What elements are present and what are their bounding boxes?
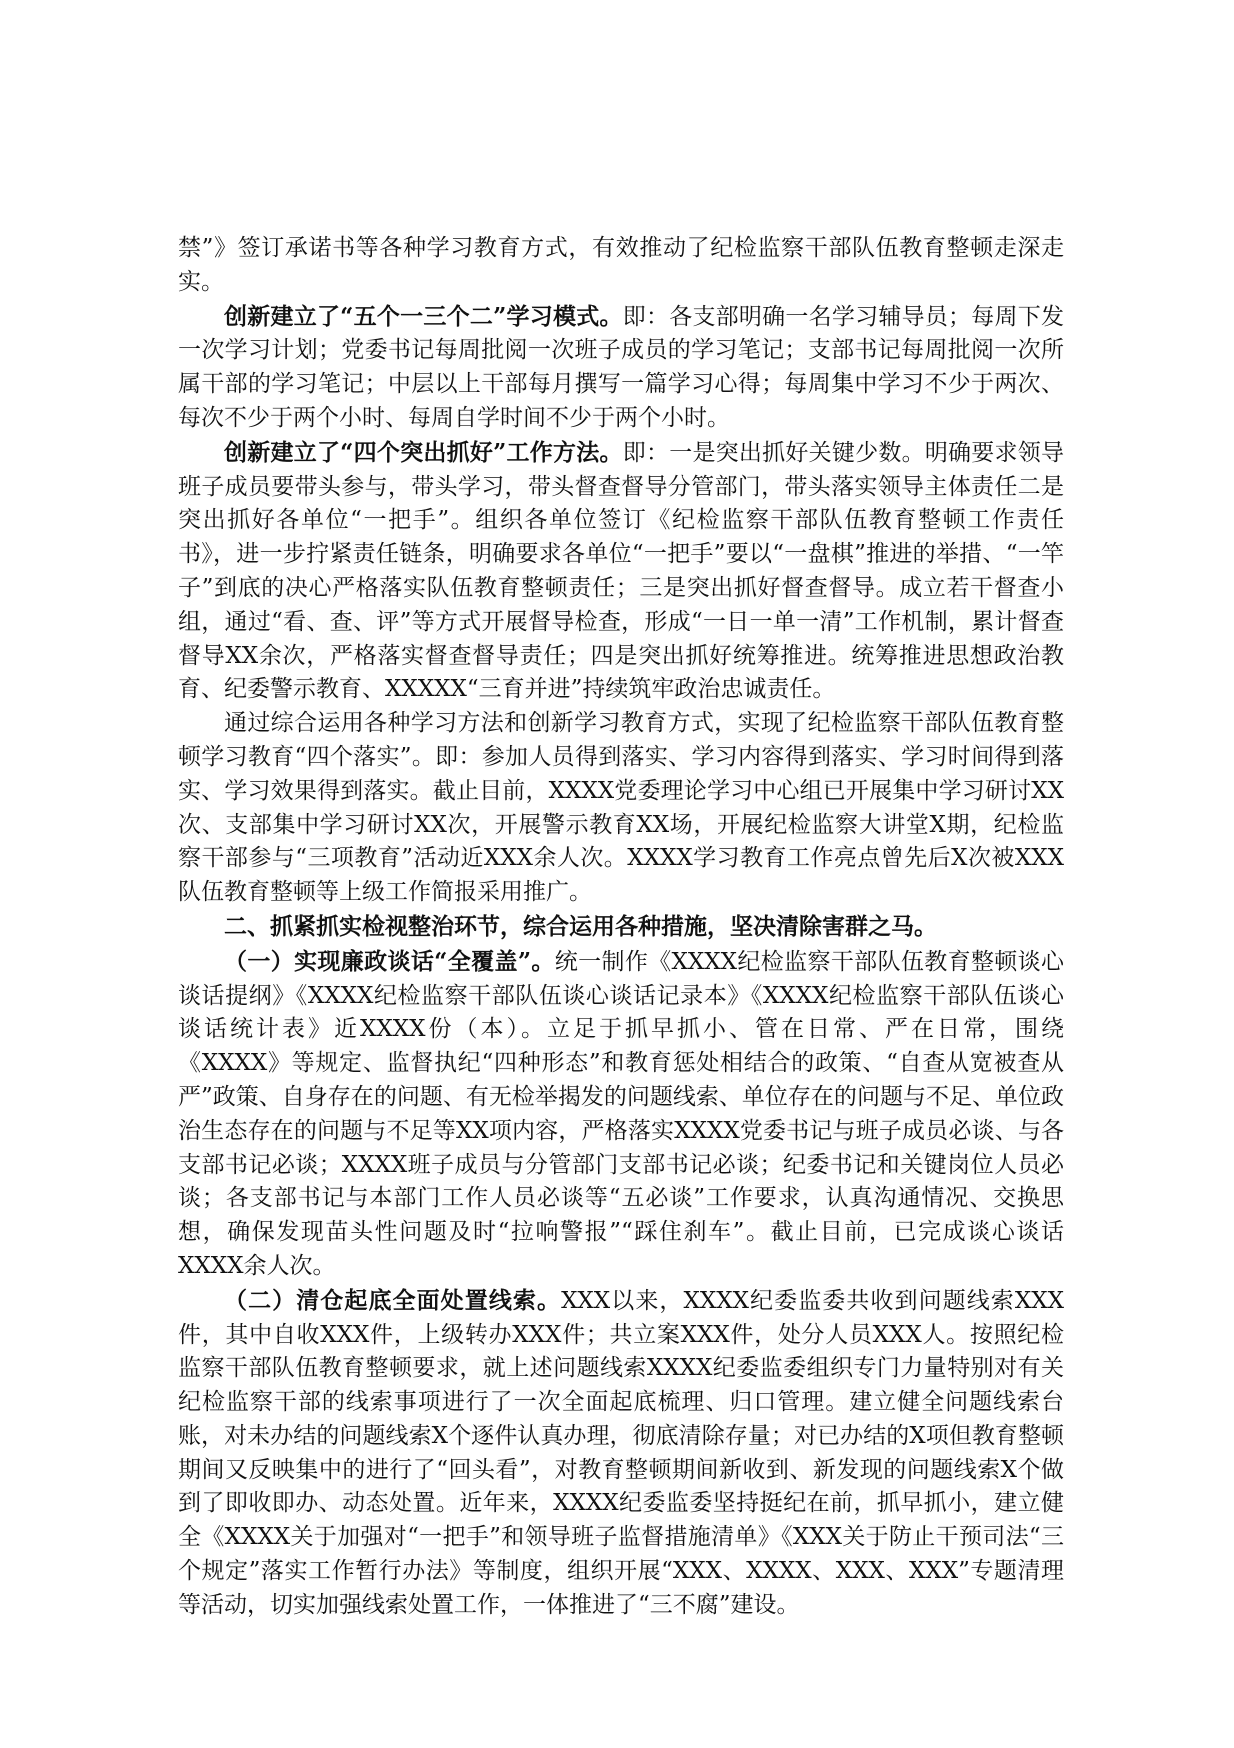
paragraph-work-method bbox=[178, 436, 1064, 707]
paragraph-text: XXX以来，XXXX纪委监委共收到问题线索XXX件，其中自收XXX件，上级转办XXX件；共立案XXX件，处分人员XXX人。按照纪检监察干部队伍教育整顿要求，就上述问题线索XXXX纪委监委组织专门力量特别对有关纪检监察干部的线索事项进行了一次全面起底梳理、归口管理。建立健全问题线索台账，对未办结的问题线索X个逐件认真办理，彻底清除存量；对已办结的X项但教育整顿期间又反映集中的进行了“回头看”，对教育整顿期间新收到、新发现的问题线索X个做到了即收即办、动态处置。近年来，XXXX纪委监委坚持挺纪在前，抓早抓小，建立健全《XXXX关于加强对“一把手”和领导班子监督措施清单》《XXX关于防止干预司法“三个规定”落实工作暂行办法》等制度，组织开展“XXX、XXXX、XXX、XXX”专题清理等活动，切实加强线索处置工作，一体推进了“三不腐”建设。 bbox=[178, 1287, 1065, 1618]
paragraph-heading: 创新建立了“五个一三个二”学习模式。 bbox=[224, 302, 623, 330]
section-heading-two bbox=[178, 910, 1064, 945]
paragraph-heading: 创新建立了“四个突出抓好”工作方法。 bbox=[224, 438, 623, 466]
paragraph-clue-handling bbox=[178, 1284, 1064, 1623]
paragraph-text: 通过综合运用各种学习方法和创新学习教育方式，实现了纪检监察干部队伍教育整顿学习教育“四个落实”。即：参加人员得到落实、学习内容得到落实、学习时间得到落实、学习效果得到落实。截止目前，XXXX党委理论学习中心组已开展集中学习研讨XX次、支部集中学习研讨XX次，开展警示教育XX场，开展纪检监察大讲堂X期，纪检监察干部参与“三项教育”活动近XXX余人次。XXXX学习教育工作亮点曾先后X次被XXX队伍教育整顿等上级工作简报采用推广。 bbox=[178, 710, 1064, 906]
section-heading: 二、抓紧抓实检视整治环节，综合运用各种措施，坚决清除害群之马。 bbox=[224, 912, 937, 940]
paragraph-text: 禁”》签订承诺书等各种学习教育方式，有效推动了纪检监察干部队伍教育整顿走深走实。 bbox=[178, 235, 1064, 295]
paragraph-integrity-talks bbox=[178, 945, 1064, 1284]
paragraph-text: 统一制作《XXXX纪检监察干部队伍教育整顿谈心谈话提纲》《XXXX纪检监察干部队伍谈心谈话记录本》《XXXX纪检监察干部队伍谈心谈话统计表》近XXXX份（本）。立足于抓早抓小、管在日常、严在日常，围绕《XXXX》等规定、监督执纪“四种形态”和教育惩处相结合的政策、“自查从宽被查从严”政策、自身存在的问题、有无检举揭发的问题线索、单位存在的问题与不足、单位政治生态存在的问题与不足等XX项内容，严格落实XXXX党委书记与班子成员必谈、与各支部书记必谈；XXXX班子成员与分管部门支部书记必谈；纪委书记和关键岗位人员必谈；各支部书记与本部门工作人员必谈等“五必谈”工作要求，认真沟通情况、交换思想，确保发现苗头性问题及时“拉响警报”“踩住刹车”。截止目前，已完成谈心谈话XXXX余人次。 bbox=[178, 948, 1065, 1279]
paragraph-four-implementations bbox=[178, 707, 1064, 910]
paragraph-heading: （二）清仓起底全面处置线索。 bbox=[224, 1286, 562, 1314]
paragraph-heading: （一）实现廉政谈话“全覆盖”。 bbox=[224, 947, 555, 975]
document-page bbox=[178, 232, 1064, 1623]
paragraph-study-model bbox=[178, 300, 1064, 436]
paragraph-text: 即：各支部明确一名学习辅导员；每周下发一次学习计划；党委书记每周批阅一次班子成员的学习笔记；支部书记每周批阅一次所属干部的学习笔记；中层以上干部每月撰写一篇学习心得；每周集中学习不少于两次、每次不少于两个小时、每周自学时间不少于两个小时。 bbox=[178, 303, 1065, 431]
paragraph-text: 即：一是突出抓好关键少数。明确要求领导班子成员要带头参与，带头学习，带头督查督导分管部门，带头落实领导主体责任二是突出抓好各单位“一把手”。组织各单位签订《纪检监察干部队伍教育整顿工作责任书》，进一步拧紧责任链条，明确要求各单位“一把手”要以“一盘棋”推进的举措、“一竿子”到底的决心严格落实队伍教育整顿责任；三是突出抓好督查督导。成立若干督查小组，通过“看、查、评”等方式开展督导检查，形成“一日一单一清”工作机制，累计督查督导XX余次，严格落实督查督导责任；四是突出抓好统筹推进。统筹推进思想政治教育、纪委警示教育、XXXXX“三育并进”持续筑牢政治忠诚责任。 bbox=[178, 439, 1065, 703]
paragraph-continuation bbox=[178, 232, 1064, 300]
